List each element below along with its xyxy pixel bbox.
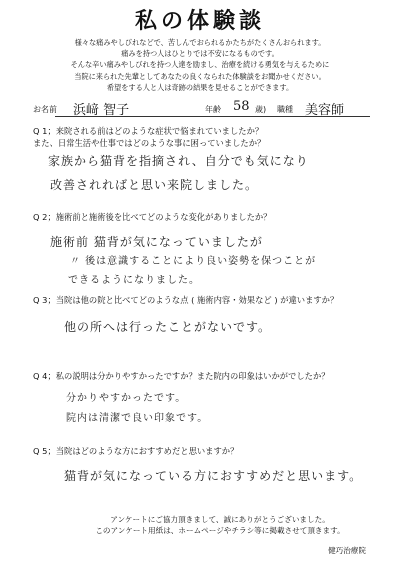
answer-2-line-1: 施術前 猫背が気になっていましたが bbox=[50, 235, 263, 249]
question-text: Q 4；私の説明は分かりやすかったですか？また院内の印象はいかがでしたか？ bbox=[33, 371, 330, 381]
question-1 bbox=[33, 126, 390, 149]
intro-line: 痛みを持つ人はひとりでは不安になるものです。 bbox=[121, 49, 279, 59]
intro-line: そんな辛い痛みやしびれを持つ人達を励まし、治療を続ける勇気を与えるために bbox=[70, 60, 330, 70]
answer-4-line-1: 分かりやすかったです。 bbox=[66, 393, 187, 404]
name-label: お名前 bbox=[33, 105, 57, 114]
name-value: 浜﨑 智子 bbox=[73, 103, 130, 118]
intro-line: 希望をする人と人は奇跡の結果を見せることができます。 bbox=[106, 82, 294, 92]
question-text: Q 2；施術前と施術後を比べてどのような変化がありましたか？ bbox=[33, 212, 272, 222]
answer-3: 他の所へは行ったことがないです。 bbox=[64, 320, 272, 334]
info-underline bbox=[55, 116, 370, 117]
intro-text bbox=[20, 37, 380, 93]
age-unit: 歳) bbox=[255, 105, 267, 114]
clinic-name: 健巧治療院 bbox=[328, 546, 366, 555]
question-text: また、日常生活や仕事ではどのような事に困っていましたか？ bbox=[33, 137, 266, 148]
question-text: Q 5；当院はどのような方におすすめだと思いますか？ bbox=[33, 446, 239, 456]
question-text: Q 3；当院は他の院と比べてどのような点 ( 施術内容・効果など ) が違いますか？ bbox=[33, 295, 339, 305]
answer-2-line-3: できるようになりました。 bbox=[68, 275, 200, 286]
age-label: 年齢 bbox=[205, 105, 221, 114]
question-5 bbox=[33, 446, 390, 458]
intro-line: 様々な痛みやしびれなどで、苦しんでおられるかたちがたくさんおられます。 bbox=[74, 38, 326, 47]
answer-5: 猫背が気になっている方におすすめだと思います。 bbox=[64, 469, 363, 483]
footer-thanks bbox=[60, 514, 380, 536]
job-label: 職種 bbox=[277, 105, 293, 114]
page-title: 私の体験談 bbox=[134, 9, 265, 34]
answer-1-line-1: 家族から猫背を指摘され、自分でも気になり bbox=[48, 154, 309, 168]
job-value: 美容師 bbox=[305, 103, 345, 118]
question-text: Q 1；来院される前はどのような症状で悩まれていましたか？ bbox=[33, 126, 264, 136]
footer-line: このアンケート用紙は、ホームページやチラシ等に掲載させて頂きます。 bbox=[95, 526, 345, 535]
footer-line: アンケートにご協力頂きまして、誠にありがとうございました。 bbox=[110, 515, 330, 524]
answer-2-line-2: 〃 後は意識することにより良い姿勢を保つことが bbox=[70, 256, 317, 267]
age-value: 58 bbox=[233, 99, 250, 114]
info-line bbox=[33, 100, 370, 118]
answer-1-line-2: 改善されればと思い来院しました。 bbox=[50, 178, 259, 192]
answer-4-line-2: 院内は清潔で良い印象です。 bbox=[66, 413, 209, 424]
question-3 bbox=[33, 295, 390, 307]
question-4 bbox=[33, 371, 390, 383]
intro-line: 当院に来られた先輩としてあなたの良くなられた体験談をお聞かせください。 bbox=[74, 71, 326, 81]
question-2 bbox=[33, 212, 390, 224]
